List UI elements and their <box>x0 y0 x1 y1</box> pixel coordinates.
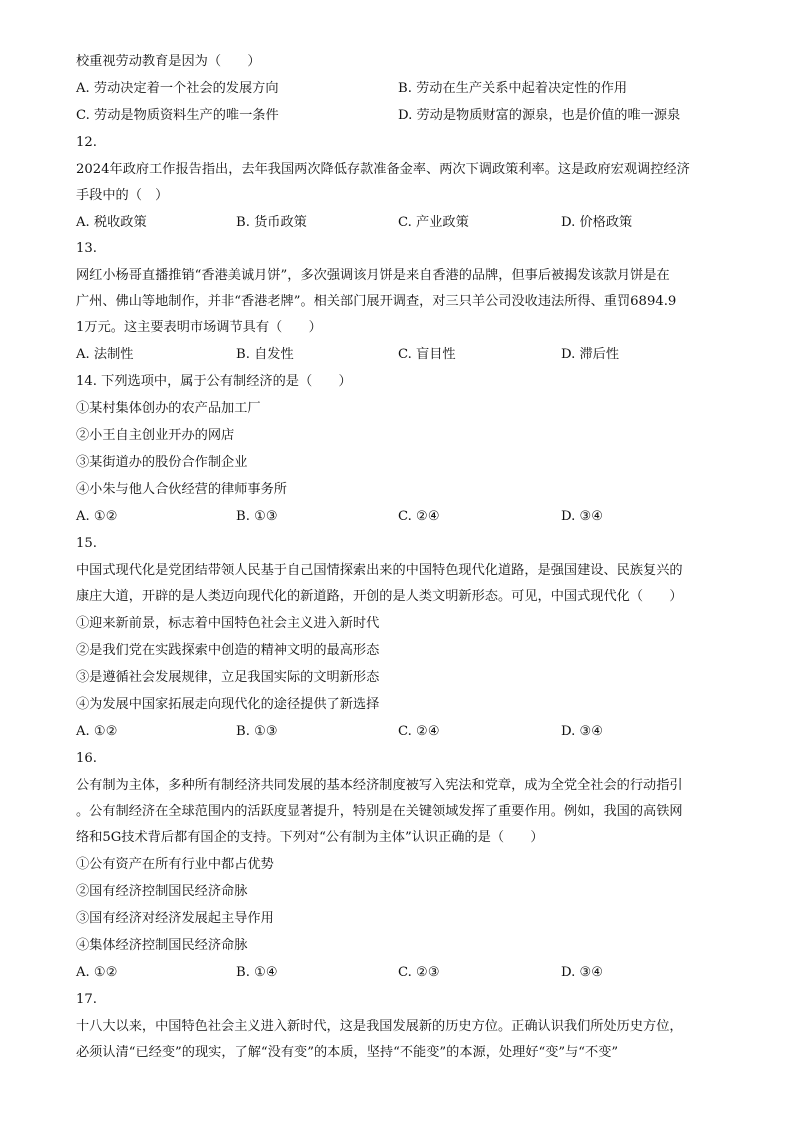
q17-stem-line-2: 必须认清“已经变”的现实，了解“没有变”的本质，坚持“不能变”的本源，处理好“变”与“不变” <box>76 1045 619 1060</box>
q14-stem-line-1: 14. 下列选项中，属于公有制经济的是（ ） <box>76 374 352 389</box>
q13-option-b: B. 自发性 <box>236 347 294 362</box>
q11-option-d: D. 劳动是物质财富的源泉，也是价值的唯一源泉 <box>398 108 681 123</box>
q14-option-d: D. ③④ <box>561 509 604 524</box>
q16-stem-line-3: 络和5G技术背后都有国企的支持。下列对“公有制为主体”认识正确的是（ ） <box>76 830 544 845</box>
q14-item-2: ②小王自主创业开办的网店 <box>76 428 235 443</box>
q16-option-a: A. ①② <box>76 965 118 980</box>
q17-stem-line-1: 十八大以来，中国特色社会主义进入新时代，这是我国发展新的历史方位。正确认识我们所处历史方位， <box>76 1019 683 1034</box>
q14-option-b: B. ①③ <box>236 509 278 524</box>
q12-option-d: D. 价格政策 <box>561 215 633 230</box>
q15-option-a: A. ①② <box>76 724 118 739</box>
q15-option-d: D. ③④ <box>561 724 604 739</box>
q12-stem-line-1: 2024年政府工作报告指出，去年我国两次降低存款准备金率、两次下调政策利率。这是政府宏观调控经济 <box>76 162 690 177</box>
q15-stem-line-1: 中国式现代化是党团结带领人民基于自己国情探索出来的中国特色现代化道路，是强国建设、民族复兴的 <box>76 563 683 578</box>
q13-stem-line-1: 网红小杨哥直播推销“香港美诚月饼”，多次强调该月饼是来自香港的品牌，但事后被揭发该款月饼是在 <box>76 268 670 283</box>
q15-item-3: ③是遵循社会发展规律，立足我国实际的文明新形态 <box>76 670 380 685</box>
q13-number: 13. <box>76 241 97 256</box>
q16-item-4: ④集体经济控制国民经济命脉 <box>76 938 248 953</box>
q14-option-a: A. ①② <box>76 509 118 524</box>
q16-stem-line-2: 。公有制经济在全球范围内的活跃度显著提升，特别是在关键领域发挥了重要作用。例如，我国的高铁网 <box>76 804 683 819</box>
q14-item-1: ①某村集体创办的农产品加工厂 <box>76 401 261 416</box>
q12-option-a: A. 税收政策 <box>76 215 147 230</box>
q15-item-2: ②是我们党在实践探索中创造的精神文明的最高形态 <box>76 643 380 658</box>
q14-item-3: ③某街道办的股份合作制企业 <box>76 455 248 470</box>
q11-stem-line-1: 校重视劳动教育是因为（ ） <box>76 54 261 69</box>
q16-option-b: B. ①④ <box>236 965 278 980</box>
q11-option-b: B. 劳动在生产关系中起着决定性的作用 <box>398 81 628 96</box>
q13-option-a: A. 法制性 <box>76 347 134 362</box>
q12-number: 12. <box>76 135 97 150</box>
q11-option-c: C. 劳动是物质资料生产的唯一条件 <box>76 108 279 123</box>
q12-stem-line-2: 手段中的（ ） <box>76 188 169 203</box>
q16-item-1: ①公有资产在所有行业中都占优势 <box>76 857 274 872</box>
q16-option-c: C. ②③ <box>398 965 440 980</box>
q15-stem-line-2: 康庄大道，开辟的是人类迈向现代化的新道路，开创的是人类文明新形态。可见，中国式现代化（ ） <box>76 589 683 604</box>
q16-option-d: D. ③④ <box>561 965 604 980</box>
q17-number: 17. <box>76 992 97 1007</box>
q15-number: 15. <box>76 536 97 551</box>
q11-option-a: A. 劳动决定着一个社会的发展方向 <box>76 81 279 96</box>
q15-item-4: ④为发展中国家拓展走向现代化的途径提供了新选择 <box>76 697 380 712</box>
q13-stem-line-3: 1万元。这主要表明市场调节具有（ ） <box>76 320 322 335</box>
q15-item-1: ①迎来新前景，标志着中国特色社会主义进入新时代 <box>76 616 380 631</box>
q15-option-b: B. ①③ <box>236 724 278 739</box>
q16-item-3: ③国有经济对经济发展起主导作用 <box>76 911 274 926</box>
q16-number: 16. <box>76 751 97 766</box>
q12-option-b: B. 货币政策 <box>236 215 307 230</box>
q14-item-4: ④小朱与他人合伙经营的律师事务所 <box>76 482 287 497</box>
q13-option-c: C. 盲目性 <box>398 347 456 362</box>
q16-item-2: ②国有经济控制国民经济命脉 <box>76 884 248 899</box>
q16-stem-line-1: 公有制为主体，多种所有制经济共同发展的基本经济制度被写入宪法和党章，成为全党全社会的行动指引 <box>76 778 683 793</box>
q13-option-d: D. 滞后性 <box>561 347 620 362</box>
q13-stem-line-2: 广州、佛山等地制作，并非“香港老牌”。相关部门展开调查，对三只羊公司没收违法所得、重罚6894.9 <box>76 294 677 309</box>
q14-option-c: C. ②④ <box>398 509 440 524</box>
q12-option-c: C. 产业政策 <box>398 215 469 230</box>
q15-option-c: C. ②④ <box>398 724 440 739</box>
